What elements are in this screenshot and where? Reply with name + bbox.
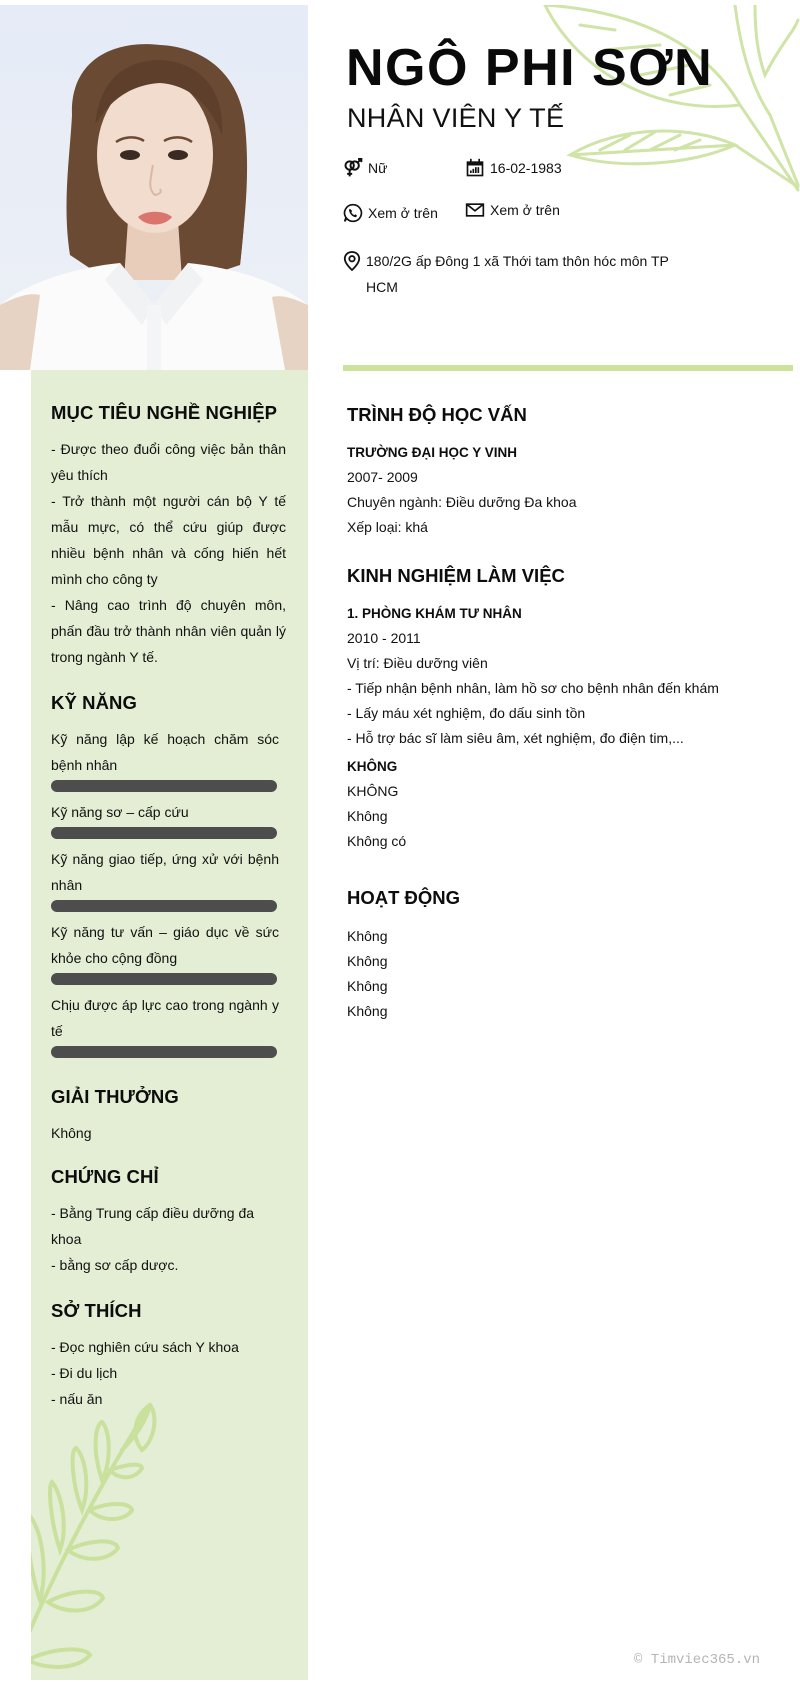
hobby-line: - Đọc nghiên cứu sách Y khoa — [51, 1339, 239, 1355]
job-period: KHÔNG — [347, 783, 399, 799]
skill-level-bar — [51, 973, 277, 985]
activities-section — [347, 887, 787, 1024]
activity-line: Không — [347, 978, 388, 994]
job-title: NHÂN VIÊN Y TẾ — [347, 103, 565, 133]
main-content — [347, 404, 787, 1024]
skills-title: KỸ NĂNG — [51, 692, 138, 713]
leaf-decoration-icon — [540, 5, 800, 205]
job-position: Không — [347, 808, 388, 824]
phone-info — [343, 203, 438, 223]
skill-level-bar — [51, 1046, 277, 1058]
portrait-illustration — [0, 5, 308, 370]
awards-section — [51, 1086, 286, 1146]
calendar-icon — [465, 158, 485, 178]
objective-section — [51, 402, 286, 670]
objective-title: MỤC TIÊU NGHỀ NGHIỆP — [51, 402, 278, 423]
job-duty: - Tiếp nhận bệnh nhân, làm hồ sơ cho bệnh nhân đến khám — [347, 680, 719, 696]
award-line: Không — [51, 1125, 92, 1141]
certificate-line: - Bằng Trung cấp điều dưỡng đa khoa — [51, 1205, 255, 1247]
job-period: 2010 - 2011 — [347, 630, 421, 646]
skill-name: Kỹ năng sơ – cấp cứu — [51, 804, 189, 820]
certificates-title: CHỨNG CHỈ — [51, 1166, 159, 1187]
certificate-line: - bằng sơ cấp dược. — [51, 1257, 179, 1273]
education-major: Chuyên ngành: Điều dưỡng Đa khoa — [347, 494, 577, 510]
job-entry — [347, 755, 787, 854]
school-name: TRƯỜNG ĐẠI HỌC Y VINH — [347, 445, 517, 460]
hobbies-title: SỞ THÍCH — [51, 1300, 142, 1321]
phone-icon — [343, 203, 363, 223]
birthday-value: 16-02-1983 — [490, 160, 562, 176]
gender-value: Nữ — [368, 160, 388, 176]
location-pin-icon — [343, 250, 361, 272]
sidebar — [31, 370, 308, 1680]
education-title: TRÌNH ĐỘ HỌC VẤN — [347, 404, 527, 425]
skill-name: Kỹ năng tư vấn – giáo dục về sức khỏe cho cộng đồng — [51, 924, 279, 966]
objective-line: - Nâng cao trình độ chuyên môn, phấn đầu trở thành nhân viên quản lý trong ngành Y tế. — [51, 597, 286, 665]
education-period: 2007- 2009 — [347, 469, 418, 485]
hobby-line: - nấu ăn — [51, 1391, 103, 1407]
awards-title: GIẢI THƯỞNG — [51, 1086, 179, 1107]
gender-icon — [343, 158, 363, 178]
activity-line: Không — [347, 953, 388, 969]
job-duty: - Lấy máu xét nghiệm, đo dấu sinh tồn — [347, 705, 586, 721]
skills-section — [51, 692, 286, 1058]
skill-item — [51, 799, 286, 839]
experience-title: KINH NGHIỆM LÀM VIỆC — [347, 565, 565, 586]
skill-level-bar — [51, 900, 277, 912]
activity-line: Không — [347, 1003, 388, 1019]
email-value: Xem ở trên — [490, 202, 560, 218]
activity-line: Không — [347, 928, 388, 944]
birthday-info — [465, 158, 562, 178]
branch-decoration-icon — [31, 1370, 180, 1680]
skill-item — [51, 992, 286, 1058]
company-name: KHÔNG — [347, 759, 398, 774]
skill-item — [51, 919, 286, 985]
header-divider — [343, 365, 793, 371]
activities-title: HOẠT ĐỘNG — [347, 887, 461, 908]
education-section — [347, 404, 787, 540]
mail-icon — [465, 200, 485, 220]
phone-value: Xem ở trên — [368, 205, 438, 221]
education-grade: Xếp loại: khá — [347, 519, 428, 535]
job-position: Vị trí: Điều dưỡng viên — [347, 655, 488, 671]
job-duty: Không có — [347, 833, 407, 849]
skill-name: Kỹ năng giao tiếp, ứng xử với bệnh nhân — [51, 851, 279, 893]
company-name: 1. PHÒNG KHÁM TƯ NHÂN — [347, 606, 522, 621]
profile-photo — [0, 5, 308, 370]
job-entry — [347, 602, 787, 751]
skill-name: Chịu được áp lực cao trong ngành y tế — [51, 997, 279, 1039]
email-info — [465, 200, 560, 220]
job-duty: - Hỗ trợ bác sĩ làm siêu âm, xét nghiệm, đo điện tim,... — [347, 730, 684, 746]
gender-info — [343, 158, 387, 178]
skill-name: Kỹ năng lập kế hoạch chăm sóc bệnh nhân — [51, 731, 279, 773]
address-info — [343, 248, 673, 300]
sidebar-content — [51, 370, 286, 1412]
candidate-name: NGÔ PHI SƠN — [346, 39, 714, 97]
skill-item — [51, 846, 286, 912]
skill-level-bar — [51, 780, 277, 792]
skill-level-bar — [51, 827, 277, 839]
objective-line: - Trở thành một người cán bộ Y tế mẫu mực, có thể cứu giúp được nhiều bệnh nhân và cống hiến hết mình cho công ty — [51, 493, 286, 587]
experience-section — [347, 565, 787, 854]
objective-line: - Được theo đuổi công việc bản thân yêu thích — [51, 441, 286, 483]
watermark: © Timviec365.vn — [634, 1652, 761, 1668]
address-value: 180/2G ấp Đông 1 xã Thới tam thôn hóc môn TP HCM — [366, 253, 669, 295]
hobby-line: - Đi du lịch — [51, 1365, 118, 1381]
certificates-section — [51, 1166, 286, 1278]
skill-item — [51, 726, 286, 792]
